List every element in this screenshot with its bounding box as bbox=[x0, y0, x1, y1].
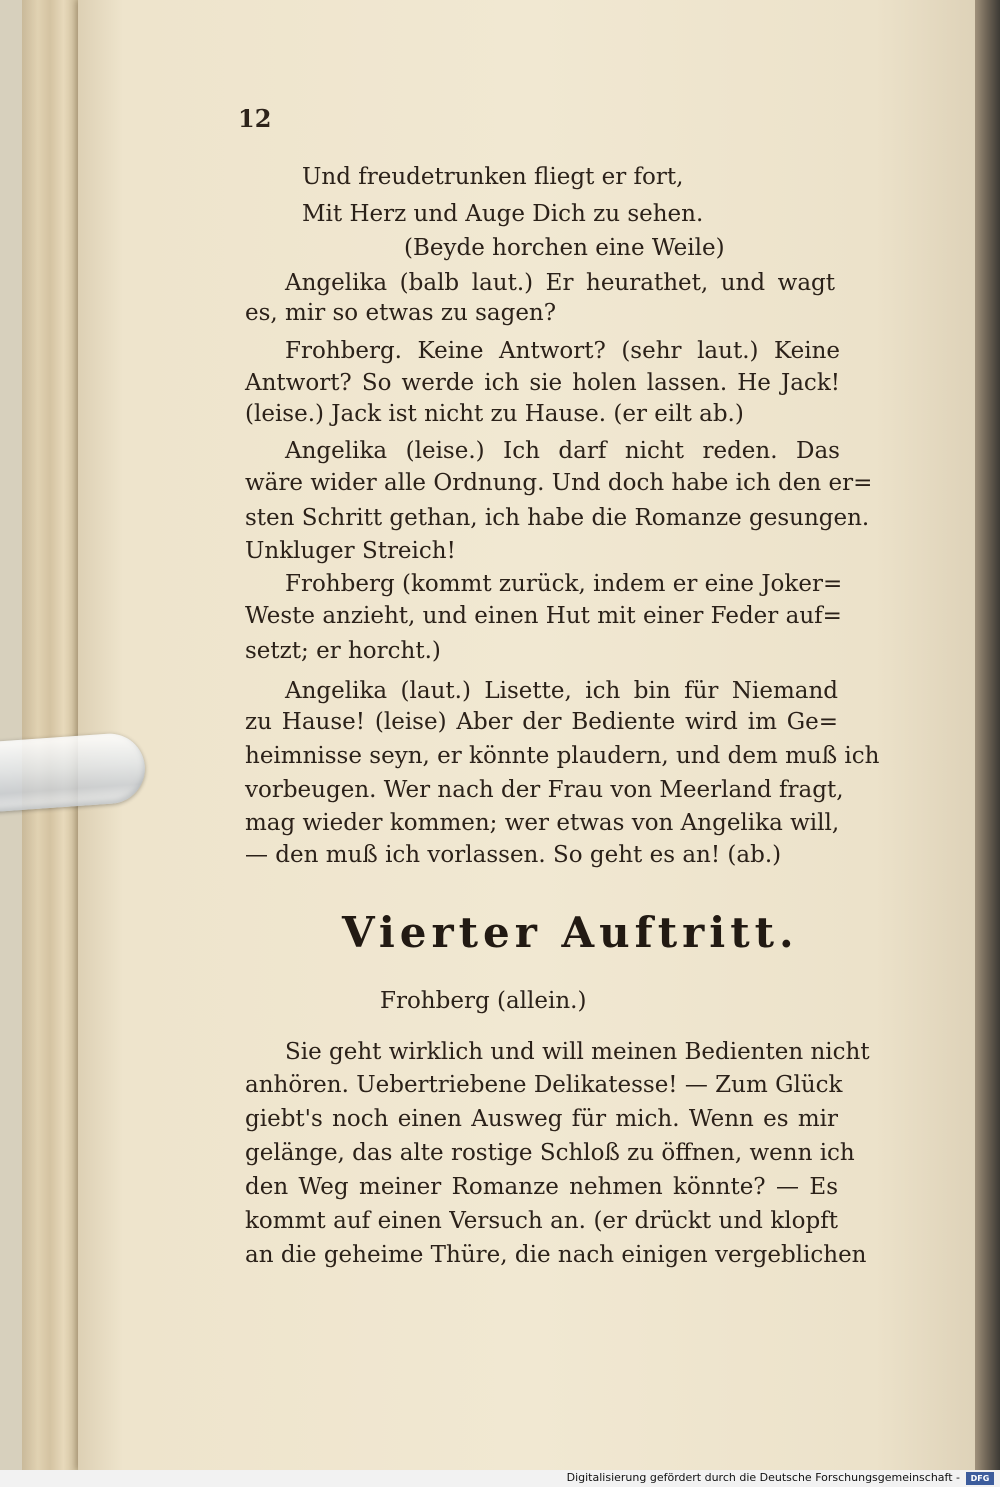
text-line: (leise.) Jack ist nicht zu Hause. (er eilt ab.) bbox=[245, 401, 744, 427]
text-line: gelänge, das alte rostige Schloß zu öffnen, wenn ich bbox=[245, 1140, 855, 1166]
text-line: setzt; er horcht.) bbox=[245, 638, 441, 664]
text-line: wäre wider alle Ordnung. Und doch habe ich den er= bbox=[245, 470, 873, 496]
text-line: — den muß ich vorlassen. So geht es an! (ab.) bbox=[245, 842, 782, 868]
page-number: 12 bbox=[238, 104, 272, 133]
text-line: giebt's noch einen Ausweg für mich. Wenn es mir bbox=[245, 1106, 838, 1132]
text-line: Antwort? So werde ich sie holen lassen. He Jack! bbox=[245, 370, 840, 396]
text-line: Angelika (laut.) Lisette, ich bin für Niemand bbox=[285, 678, 838, 704]
text-line: Angelika (leise.) Ich darf nicht reden. Das bbox=[285, 438, 840, 464]
text-line: Sie geht wirklich und will meinen Bedienten nicht bbox=[285, 1039, 870, 1065]
speaker-heading: Frohberg (allein.) bbox=[380, 988, 587, 1014]
text-line: zu Hause! (leise) Aber der Bediente wird im Ge= bbox=[245, 709, 838, 735]
text-line: den Weg meiner Romanze nehmen könnte? — Es bbox=[245, 1174, 838, 1200]
text-line: Und freudetrunken fliegt er fort, bbox=[302, 164, 684, 190]
text-line: mag wieder kommen; wer etwas von Angelika will, bbox=[245, 810, 840, 836]
text-line: an die geheime Thüre, die nach einigen vergeblichen bbox=[245, 1242, 867, 1268]
text-line: vorbeugen. Wer nach der Frau von Meerland fragt, bbox=[245, 777, 844, 803]
text-line: Weste anzieht, und einen Hut mit einer Feder auf= bbox=[245, 603, 842, 629]
text-line: es, mir so etwas zu sagen? bbox=[245, 300, 557, 326]
text-line: Angelika (balb laut.) Er heurathet, und wagt bbox=[285, 270, 835, 296]
dfg-logo: DFG bbox=[966, 1472, 994, 1485]
funding-notice: Digitalisierung gefördert durch die Deutsche Forschungsgemeinschaft - bbox=[566, 1471, 960, 1484]
text-line: anhören. Uebertriebene Delikatesse! — Zum Glück bbox=[245, 1072, 843, 1098]
text-line: Frohberg (kommt zurück, indem er eine Joker= bbox=[285, 571, 843, 597]
book-gutter bbox=[975, 0, 1000, 1470]
text-line: Frohberg. Keine Antwort? (sehr laut.) Keine bbox=[285, 338, 840, 364]
text-line: Unkluger Streich! bbox=[245, 538, 456, 564]
text-line: sten Schritt gethan, ich habe die Romanze gesungen. bbox=[245, 505, 870, 531]
text-line: kommt auf einen Versuch an. (er drückt und klopft bbox=[245, 1208, 838, 1234]
footer-bar bbox=[0, 1470, 1000, 1487]
text-line: heimnisse seyn, er könnte plaudern, und dem muß ich bbox=[245, 743, 880, 769]
text-line: Mit Herz und Auge Dich zu sehen. bbox=[302, 201, 704, 227]
stage-direction: (Beyde horchen eine Weile) bbox=[404, 235, 725, 261]
scene-heading: Vierter Auftritt. bbox=[342, 908, 799, 957]
